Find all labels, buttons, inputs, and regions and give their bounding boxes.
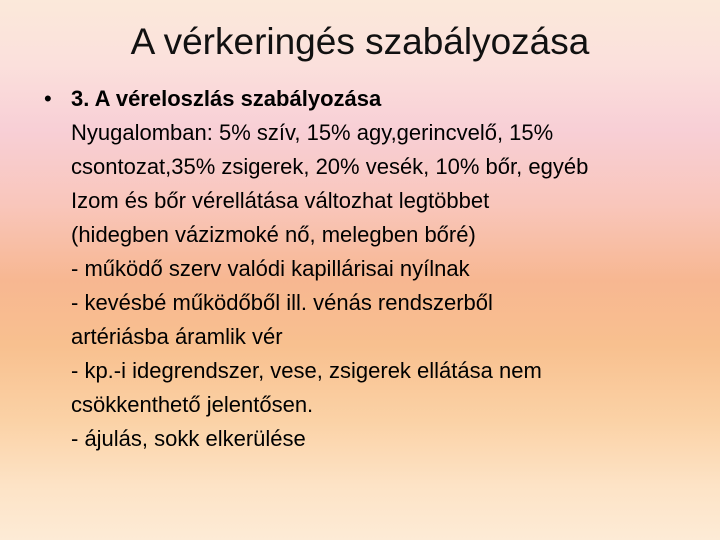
slide-title: A vérkeringés szabályozása (130, 21, 590, 62)
body-line: - kp.-i idegrendszer, vese, zsigerek ellátása nem (71, 358, 542, 383)
body-line: - működő szerv valódi kapillárisai nyílnak (71, 256, 470, 281)
body-line: artériásba áramlik vér (71, 324, 283, 349)
slide-content (44, 82, 694, 456)
bullet-heading: 3. A véreloszlás szabályozása (71, 86, 382, 111)
body-line: (hidegben vázizmoké nő, melegben bőré) (71, 222, 476, 247)
body-line: csontozat,35% zsigerek, 20% vesék, 10% bőr, egyéb (71, 154, 589, 179)
body-line: csökkenthető jelentősen. (71, 392, 314, 417)
bullet-dot: • (44, 86, 52, 111)
body-line: - ájulás, sokk elkerülése (71, 426, 306, 451)
body-line: - kevésbé működőből ill. vénás rendszerből (71, 290, 493, 315)
body-line: Izom és bőr vérellátása változhat legtöbbet (71, 188, 490, 213)
body-line: Nyugalomban: 5% szív, 15% agy,gerincvelő, 15% (71, 120, 554, 145)
bullet-item (44, 82, 694, 116)
bullet-body (44, 116, 694, 456)
